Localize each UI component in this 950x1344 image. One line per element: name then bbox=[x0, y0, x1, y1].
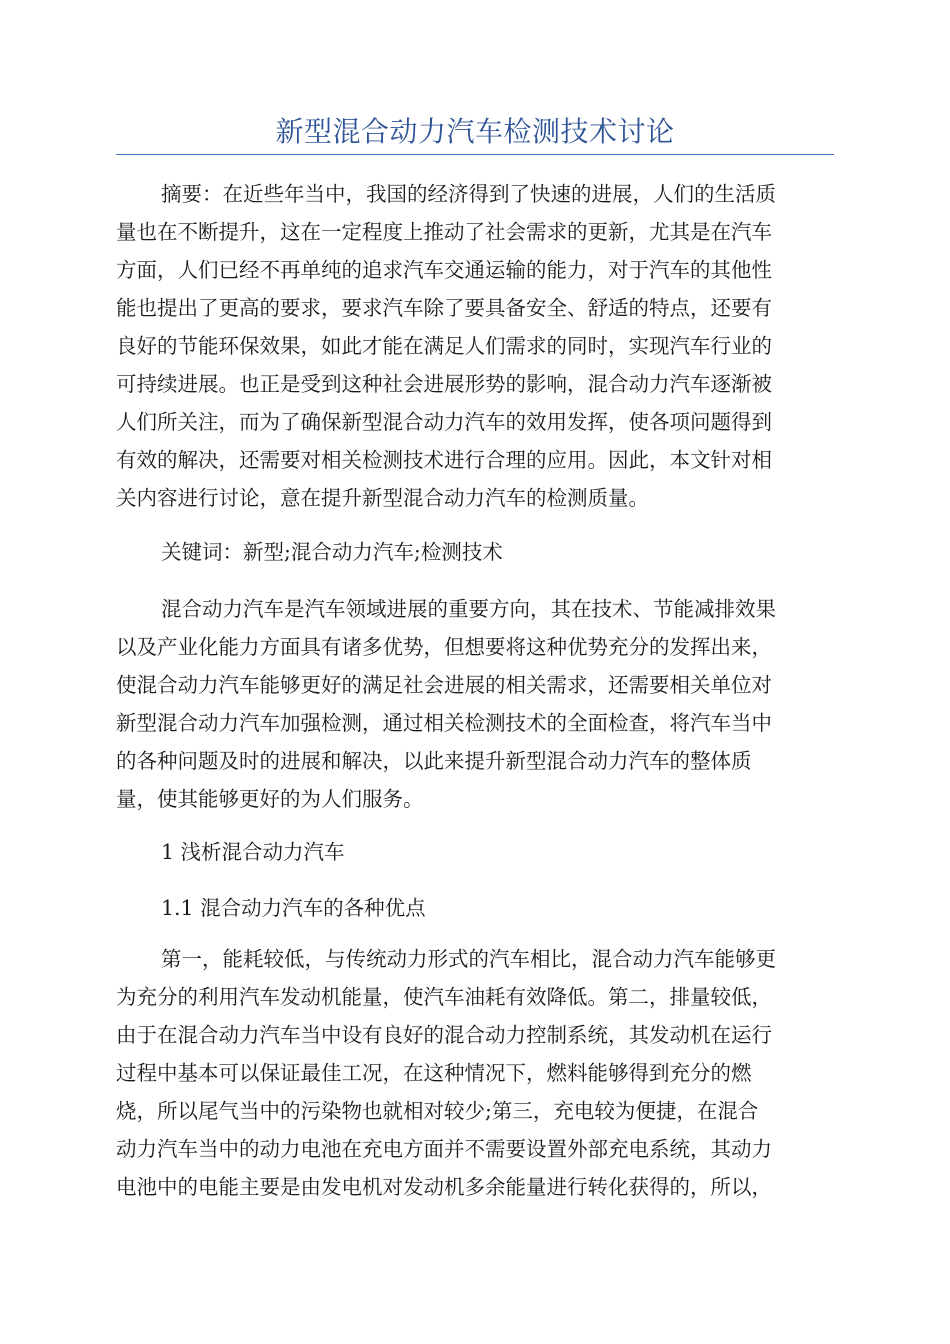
section-heading-1: 1 浅析混合动力汽车 bbox=[161, 840, 345, 864]
abstract-line: 量也在不断提升，这在一定程度上推动了社会需求的更新，尤其是在汽车 bbox=[116, 220, 772, 244]
abstract-line: 方面，人们已经不再单纯的追求汽车交通运输的能力，对于汽车的其他性 bbox=[116, 258, 772, 282]
abstract-line: 可持续进展。也正是受到这种社会进展形势的影响，混合动力汽车逐渐被 bbox=[116, 372, 772, 396]
body-line: 为充分的利用汽车发动机能量，使汽车油耗有效降低。第二，排量较低， bbox=[116, 985, 772, 1009]
body-line: 由于在混合动力汽车当中设有良好的混合动力控制系统，其发动机在运行 bbox=[116, 1023, 772, 1047]
abstract-line: 关内容进行讨论，意在提升新型混合动力汽车的检测质量。 bbox=[116, 486, 649, 510]
title-underline bbox=[116, 154, 834, 155]
body-line: 电池中的电能主要是由发电机对发动机多余能量进行转化获得的，所以， bbox=[116, 1175, 772, 1199]
body-line: 第一，能耗较低，与传统动力形式的汽车相比，混合动力汽车能够更 bbox=[161, 947, 776, 971]
abstract-line: 有效的解决，还需要对相关检测技术进行合理的应用。因此，本文针对相 bbox=[116, 448, 772, 472]
intro-line: 使混合动力汽车能够更好的满足社会进展的相关需求，还需要相关单位对 bbox=[116, 673, 772, 697]
abstract-line: 良好的节能环保效果，如此才能在满足人们需求的同时，实现汽车行业的 bbox=[116, 334, 772, 358]
body-line: 过程中基本可以保证最佳工况，在这种情况下，燃料能够得到充分的燃 bbox=[116, 1061, 752, 1085]
abstract-line: 摘要：在近些年当中，我国的经济得到了快速的进展，人们的生活质 bbox=[161, 182, 776, 206]
body-paragraph bbox=[116, 940, 832, 1206]
intro-line: 以及产业化能力方面具有诸多优势，但想要将这种优势充分的发挥出来， bbox=[116, 635, 772, 659]
intro-line: 新型混合动力汽车加强检测，通过相关检测技术的全面检查，将汽车当中 bbox=[116, 711, 772, 735]
section-heading-1-1: 1.1 混合动力汽车的各种优点 bbox=[161, 896, 426, 920]
intro-line: 的各种问题及时的进展和解决，以此来提升新型混合动力汽车的整体质 bbox=[116, 749, 752, 773]
body-line: 动力汽车当中的动力电池在充电方面并不需要设置外部充电系统，其动力 bbox=[116, 1137, 772, 1161]
abstract-paragraph bbox=[116, 175, 832, 517]
document-title: 新型混合动力汽车检测技术讨论 bbox=[275, 115, 675, 148]
intro-line: 量，使其能够更好的为人们服务。 bbox=[116, 787, 424, 811]
intro-line: 混合动力汽车是汽车领域进展的重要方向，其在技术、节能减排效果 bbox=[161, 597, 776, 621]
intro-paragraph bbox=[116, 590, 832, 818]
abstract-line: 能也提出了更高的要求，要求汽车除了要具备安全、舒适的特点，还要有 bbox=[116, 296, 772, 320]
keywords-line: 关键词：新型;混合动力汽车;检测技术 bbox=[161, 540, 503, 564]
body-line: 烧，所以尾气当中的污染物也就相对较少;第三，充电较为便捷，在混合 bbox=[116, 1099, 759, 1123]
abstract-line: 人们所关注，而为了确保新型混合动力汽车的效用发挥，使各项问题得到 bbox=[116, 410, 772, 434]
